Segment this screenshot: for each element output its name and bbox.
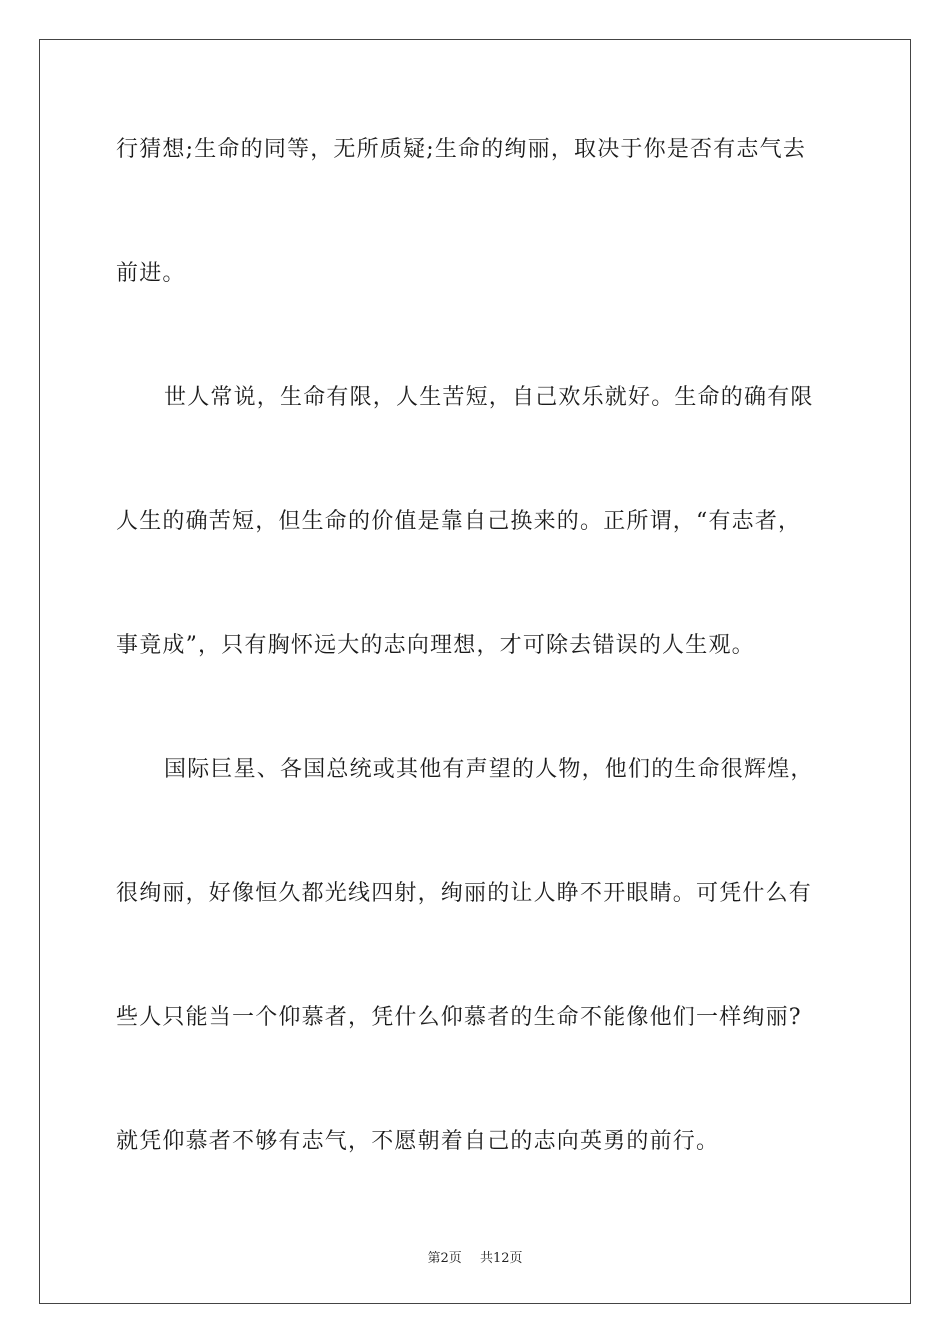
- text-line: 人生的确苦短，但生命的价值是靠自己换来的。正所谓，“有志者，: [116, 509, 802, 534]
- page-border: [39, 39, 911, 1304]
- text-line: 前进。: [116, 261, 186, 286]
- total-pages: 共12页: [479, 1251, 523, 1266]
- text-line: 行猜想;生命的同等，无所质疑;生命的绚丽，取决于你是否有志气去: [116, 137, 807, 162]
- text-line: 些人只能当一个仰慕者，凭什么仰慕者的生命不能像他们一样绚丽?: [116, 1005, 802, 1030]
- text-line: 很绚丽，好像恒久都光线四射，绚丽的让人睁不开眼睛。可凭什么有: [116, 881, 813, 906]
- page-footer: [0, 1247, 950, 1266]
- page-number: 第2页: [427, 1251, 462, 1266]
- paragraph-first-line: 国际巨星、各国总统或其他有声望的人物，他们的生命很辉煌，: [164, 757, 814, 782]
- text-line: 就凭仰慕者不够有志气，不愿朝着自己的志向英勇的前行。: [116, 1129, 720, 1154]
- paragraph-first-line: 世人常说，生命有限，人生苦短，自己欢乐就好。生命的确有限: [164, 385, 814, 410]
- text-line: 事竟成”，只有胸怀远大的志向理想，才可除去错误的人生观。: [116, 633, 755, 658]
